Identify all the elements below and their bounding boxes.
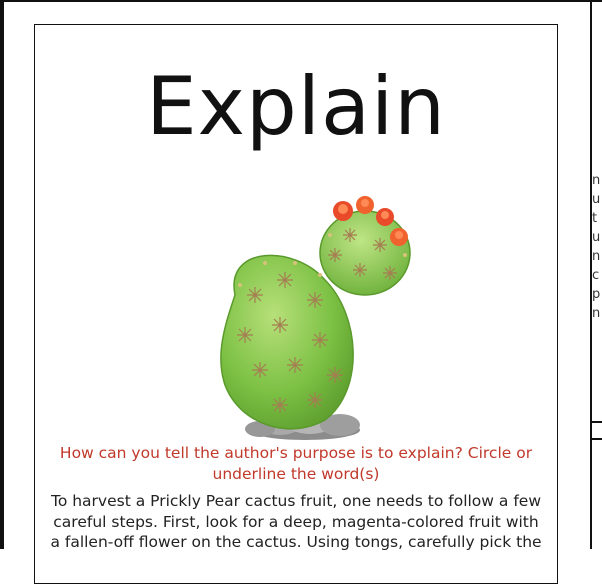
adjacent-text-fragment: u xyxy=(592,230,601,245)
adjacent-text-fragment: u xyxy=(592,192,601,207)
passage-text: To harvest a Prickly Pear cactus fruit, one needs to follow a few careful steps. First, look for a deep, magenta-colored fruit with a fallen-off flower on the cactus. Using tongs, carefully pick the xyxy=(50,492,542,551)
adjacent-text-fragment: n xyxy=(592,173,601,188)
adjacent-text-fragment: n xyxy=(592,249,601,264)
prickly-pear-cactus-icon xyxy=(185,175,425,445)
question-prompt: How can you tell the author's purpose is to explain? Circle or underline the word(s) xyxy=(59,444,533,483)
card-title: Explain xyxy=(146,60,446,153)
adjacent-text-fragment: p xyxy=(592,287,601,302)
adjacent-rule xyxy=(592,438,602,440)
page-left-border xyxy=(0,0,4,549)
adjacent-text-fragment: n xyxy=(592,306,601,321)
adjacent-text-fragment: c xyxy=(592,268,600,283)
explain-card xyxy=(34,24,558,584)
adjacent-page-edge xyxy=(592,0,602,549)
page-top-border xyxy=(0,0,602,2)
adjacent-rule xyxy=(592,421,602,423)
adjacent-text-fragment: t xyxy=(592,211,598,226)
